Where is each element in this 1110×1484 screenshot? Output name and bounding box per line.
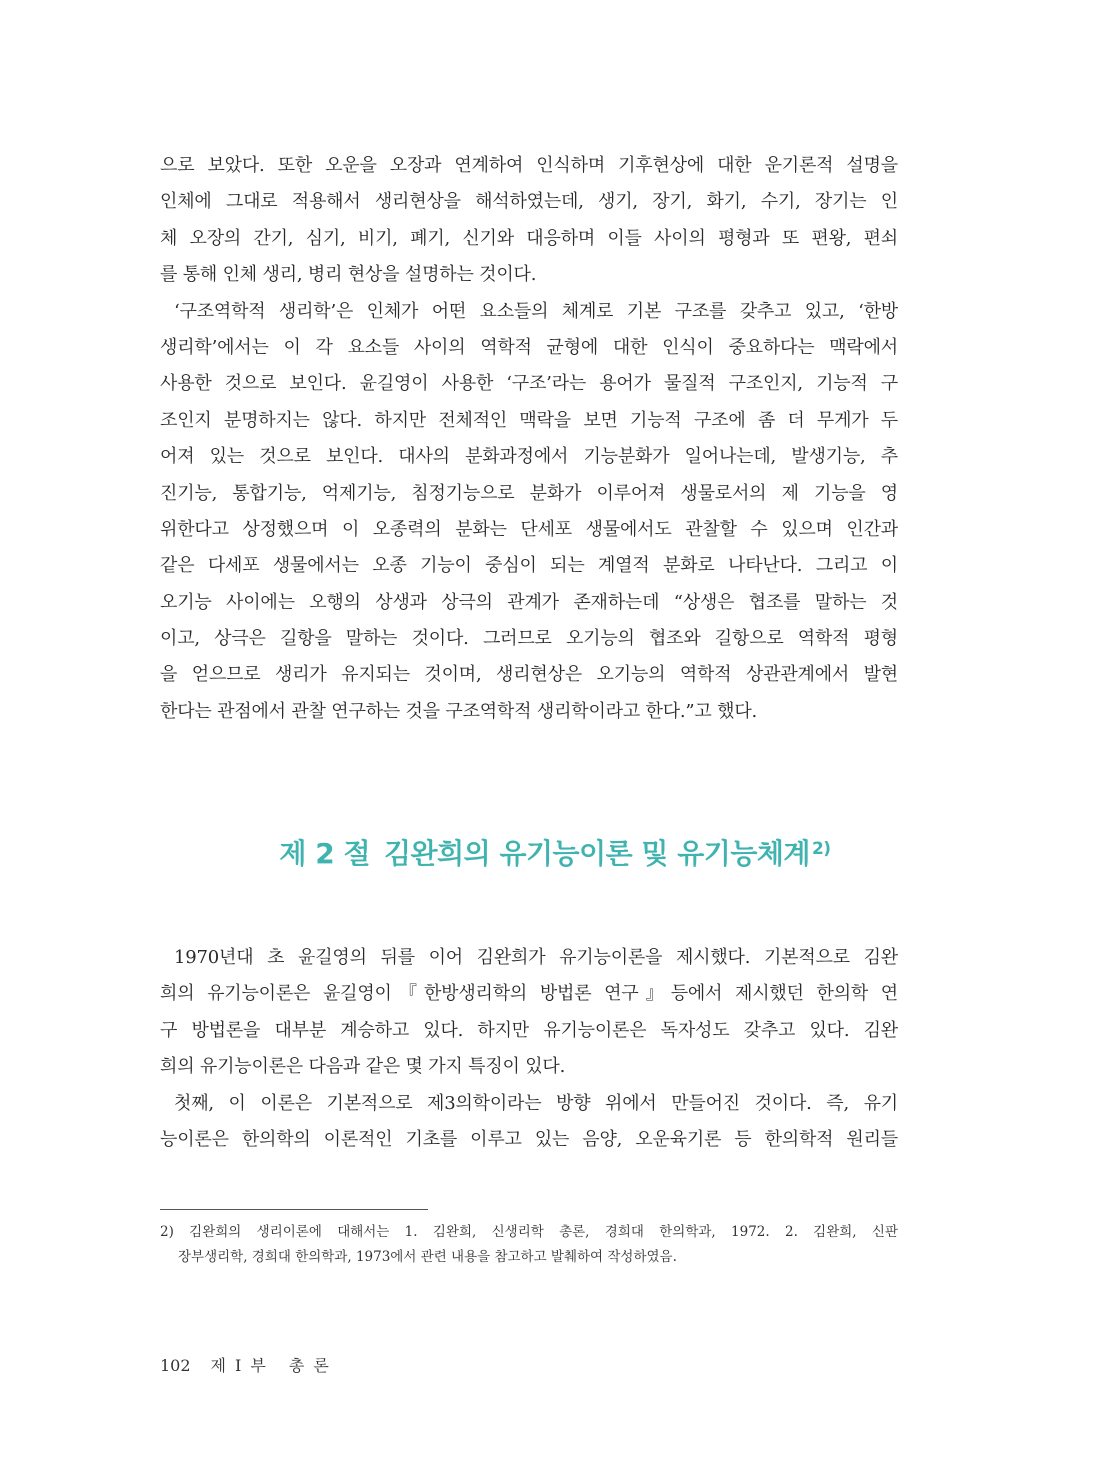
section-heading <box>0 832 1110 872</box>
text-line: 한다는 관점에서 관찰 연구하는 것을 구조역학적 생리학이라고 한다.”고 했다. <box>160 700 758 722</box>
footnote-line: 장부생리학, 경희대 한의학과, 1973에서 관련 내용을 참고하고 발췌하여 작성하였음. <box>178 1249 677 1265</box>
footnote <box>160 1220 898 1270</box>
text-line: 오기능 사이에는 오행의 상생과 상극의 관계가 존재하는데 “상생은 협조를 말하는 것 <box>160 591 898 613</box>
body-text-bottom <box>160 940 898 1158</box>
footnote-divider <box>160 1209 428 1210</box>
body-text-top <box>160 148 898 730</box>
text-line: 구 방법론을 대부분 계승하고 있다. 하지만 유기능이론은 독자성도 갖추고 있다. 김완 <box>160 1019 898 1041</box>
text-line: 희의 유기능이론은 다음과 같은 몇 가지 특징이 있다. <box>160 1056 566 1078</box>
text-line: 를 통해 인체 생리, 병리 현상을 설명하는 것이다. <box>160 264 537 286</box>
text-line: 1970년대 초 윤길영의 뒤를 이어 김완희가 유기능이론을 제시했다. 기본적으로 김완 <box>174 947 898 968</box>
text-line: 위한다고 상정했으며 이 오종력의 분화는 단세포 생물에서도 관찰할 수 있으며 인간과 <box>160 518 898 540</box>
text-line: 진기능, 통합기능, 억제기능, 침정기능으로 분화가 이루어져 생물로서의 제 기능을 영 <box>160 482 898 504</box>
text-line: ‘구조역학적 생리학’은 인체가 어떤 요소들의 체계로 기본 구조를 갖추고 있고, ‘한방 <box>174 300 898 322</box>
footnote-reference: 2) <box>811 839 831 859</box>
text-line: 같은 다세포 생물에서는 오종 기능이 중심이 되는 계열적 분화로 나타난다. 그리고 이 <box>160 555 898 577</box>
text-line: 이고, 상극은 길항을 말하는 것이다. 그러므로 오기능의 협조와 길항으로 역학적 평형 <box>160 628 898 650</box>
section-number: 제 2 절 <box>279 837 370 870</box>
text-line: 첫째, 이 이론은 기본적으로 제3의학이라는 방향 위에서 만들어진 것이다. 즉, 유기 <box>174 1092 898 1114</box>
text-line: 희의 유기능이론은 윤길영이『한방생리학의 방법론 연구』등에서 제시했던 한의학 연 <box>160 983 898 1005</box>
section-title: 김완희의 유기능이론 및 유기능체계 <box>384 837 810 870</box>
text-line: 을 얻으므로 생리가 유지되는 것이며, 생리현상은 오기능의 역학적 상관관계에서 발현 <box>160 664 898 686</box>
page-number: 102 <box>160 1356 191 1375</box>
text-line: 으로 보았다. 또한 오운을 오장과 연계하여 인식하며 기후현상에 대한 운기론적 설명을 <box>160 155 898 176</box>
page-footer <box>160 1353 338 1376</box>
text-line: 체 오장의 간기, 심기, 비기, 폐기, 신기와 대응하며 이들 사이의 평형과 또 편왕, 편쇠 <box>160 227 898 249</box>
text-line: 사용한 것으로 보인다. 윤길영이 사용한 ‘구조’라는 용어가 물질적 구조인지, 기능적 구 <box>160 373 898 395</box>
text-line: 인체에 그대로 적용해서 생리현상을 해석하였는데, 생기, 장기, 화기, 수기, 장기는 인 <box>160 191 898 213</box>
text-line: 어져 있는 것으로 보인다. 대사의 분화과정에서 기능분화가 일어나는데, 발생기능, 추 <box>160 446 898 468</box>
text-line: 능이론은 한의학의 이론적인 기초를 이루고 있는 음양, 오운육기론 등 한의학적 원리들 <box>160 1128 898 1150</box>
text-line: 생리학’에서는 이 각 요소들 사이의 역학적 균형에 대한 인식이 중요하다는 맥락에서 <box>160 336 898 358</box>
text-line: 조인지 분명하지는 않다. 하지만 전체적인 맥락을 보면 기능적 구조에 좀 더 무게가 두 <box>160 409 898 431</box>
part-label: 제Ⅰ부 총론 <box>210 1356 338 1375</box>
footnote-line: 2) 김완희의 생리이론에 대해서는 1. 김완희, 신생리학 총론, 경희대 한의학과, 1972. 2. 김완희, 신판 <box>160 1224 898 1240</box>
